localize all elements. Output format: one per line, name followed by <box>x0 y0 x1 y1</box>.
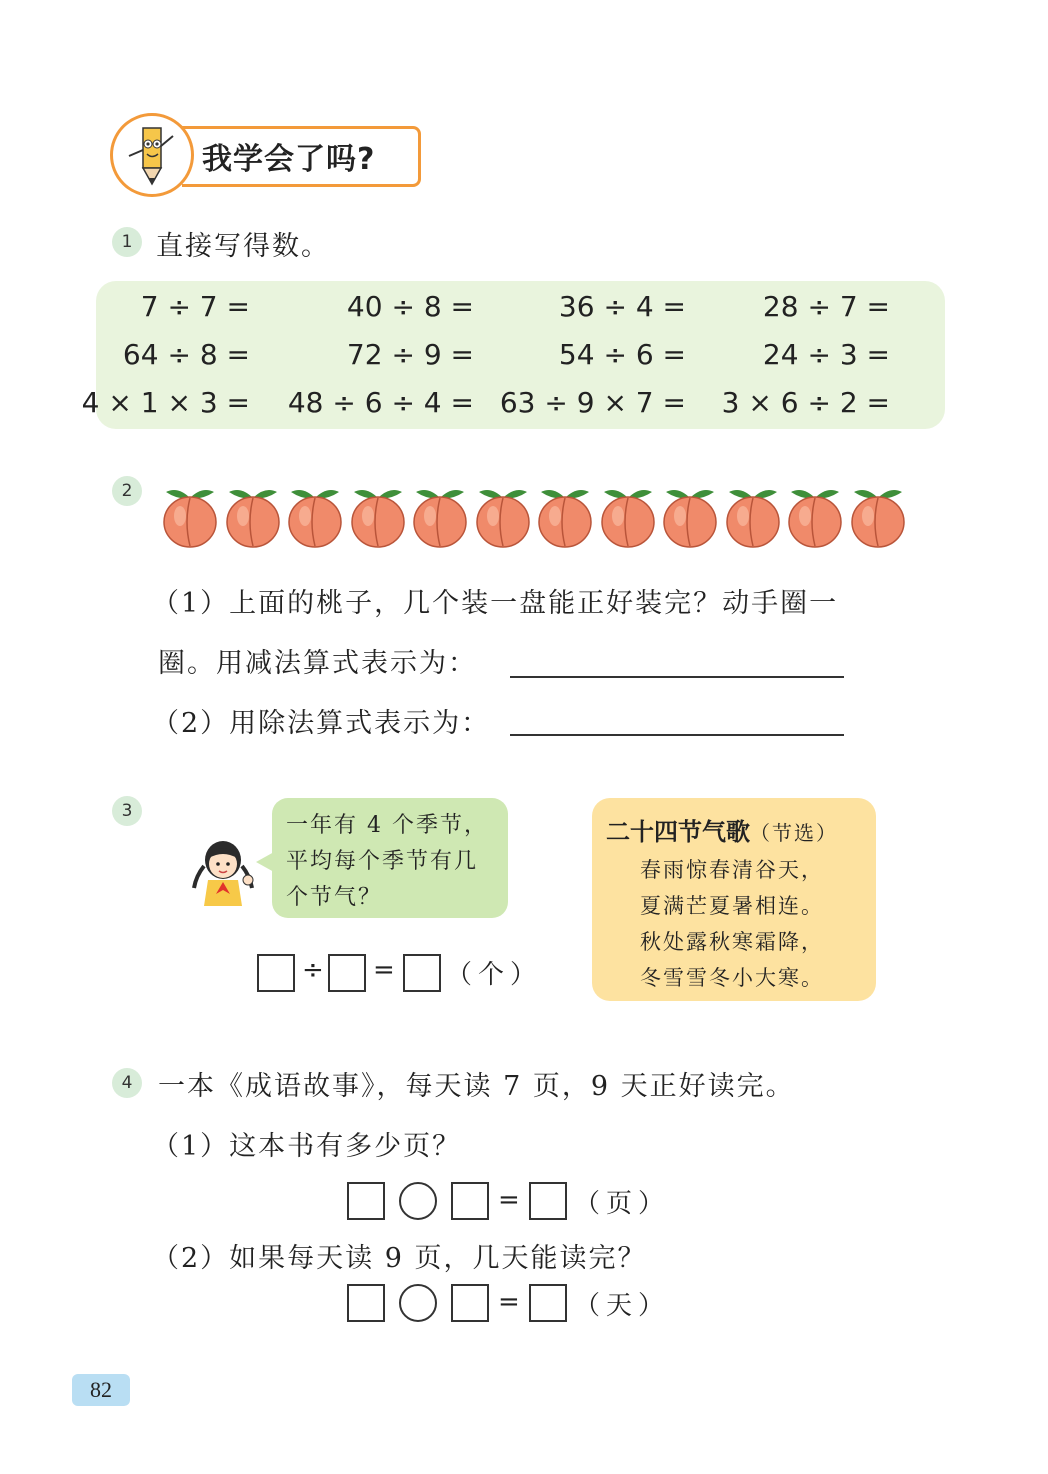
song-line: 秋处露秋寒霜降， <box>640 930 824 954</box>
peach-icon <box>223 484 283 554</box>
unit-label: （个） <box>446 960 543 990</box>
peach-icon <box>535 484 595 554</box>
answer-line-subtraction[interactable] <box>510 676 844 678</box>
answer-box-quotient[interactable] <box>403 954 441 992</box>
answer-box-result[interactable] <box>529 1182 567 1220</box>
pencil-mascot-icon <box>110 113 194 197</box>
answer-box[interactable] <box>347 1284 385 1322</box>
question-number: 3 <box>112 796 142 826</box>
calc-item: 40 ÷ 8 = <box>346 290 474 323</box>
question-part: （2）用除法算式表示为： <box>152 708 491 739</box>
peach-icon <box>160 484 220 554</box>
peach-icon <box>598 484 658 554</box>
speech-bubble-text: 一年有 4 个季节，平均每个季节有几个节气？ <box>286 813 488 910</box>
song-title-text: 二十四节气歌 <box>606 818 750 846</box>
song-line: 冬雪雪冬小大寒。 <box>640 966 824 990</box>
divide-sign: ÷ <box>302 955 324 985</box>
answer-box-dividend[interactable] <box>257 954 295 992</box>
question-number: 1 <box>112 227 142 257</box>
calc-item: 3 × 6 ÷ 2 = <box>721 386 890 419</box>
question-number: 4 <box>112 1068 142 1098</box>
song-line: 夏满芒夏暑相连。 <box>640 894 824 918</box>
girl-character-icon <box>188 836 258 912</box>
question-part: 圈。用减法算式表示为： <box>158 648 477 679</box>
peach-icon <box>410 484 470 554</box>
operator-circle[interactable] <box>399 1182 437 1220</box>
equals-sign: = <box>373 955 395 985</box>
equals-sign: = <box>498 1287 520 1317</box>
song-title-note: （节选） <box>750 821 838 845</box>
question-part: （2）如果每天读 9 页，几天能读完？ <box>152 1243 647 1274</box>
question-number: 2 <box>112 476 142 506</box>
calc-item: 7 ÷ 7 = <box>140 290 250 323</box>
peach-icon <box>848 484 908 554</box>
calc-item: 72 ÷ 9 = <box>346 338 474 371</box>
page-number: 82 <box>72 1374 130 1406</box>
peach-row <box>160 484 920 550</box>
calc-item: 54 ÷ 6 = <box>558 338 686 371</box>
calc-item: 64 ÷ 8 = <box>122 338 250 371</box>
answer-box[interactable] <box>347 1182 385 1220</box>
answer-box[interactable] <box>451 1284 489 1322</box>
question-part: （1）这本书有多少页？ <box>152 1131 462 1162</box>
song-line: 春雨惊春清谷天， <box>640 858 824 882</box>
song-title <box>606 812 838 847</box>
unit-label: （天） <box>574 1291 671 1321</box>
peach-icon <box>660 484 720 554</box>
answer-box[interactable] <box>451 1182 489 1220</box>
peach-icon <box>723 484 783 554</box>
question-prompt: 一本《成语故事》，每天读 7 页，9 天正好读完。 <box>158 1071 795 1102</box>
answer-box-divisor[interactable] <box>328 954 366 992</box>
calc-item: 4 × 1 × 3 = <box>81 386 250 419</box>
answer-box-result[interactable] <box>529 1284 567 1322</box>
peach-icon <box>473 484 533 554</box>
calc-item: 28 ÷ 7 = <box>762 290 890 323</box>
calc-item: 63 ÷ 9 × 7 = <box>499 386 686 419</box>
calc-item: 48 ÷ 6 ÷ 4 = <box>287 386 474 419</box>
unit-label: （页） <box>574 1189 671 1219</box>
equals-sign: = <box>498 1185 520 1215</box>
section-title: 我学会了吗? <box>202 142 376 177</box>
answer-line-division[interactable] <box>510 734 844 736</box>
calc-item: 24 ÷ 3 = <box>762 338 890 371</box>
calc-item: 36 ÷ 4 = <box>558 290 686 323</box>
question-prompt: 直接写得数。 <box>156 231 330 262</box>
peach-icon <box>785 484 845 554</box>
peach-icon <box>348 484 408 554</box>
peach-icon <box>285 484 345 554</box>
question-part: （1）上面的桃子，几个装一盘能正好装完？动手圈一 <box>152 588 839 619</box>
operator-circle[interactable] <box>399 1284 437 1322</box>
